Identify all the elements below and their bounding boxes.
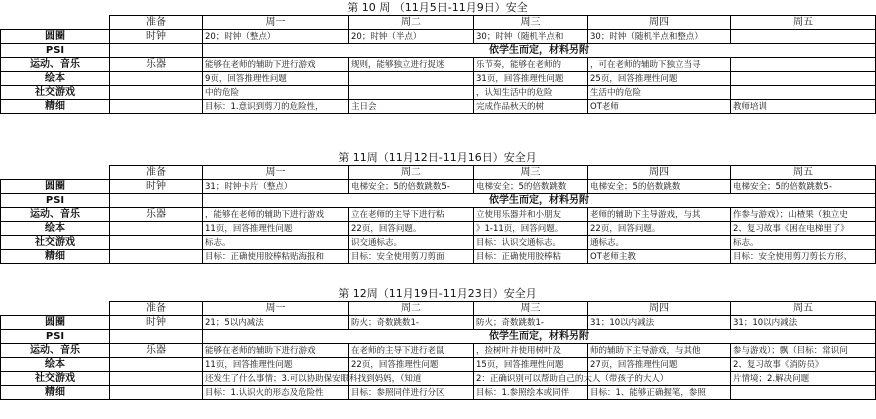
table-cell: 主日会 (349, 100, 474, 114)
merged-cell: 依学生而定，材料另附 (203, 194, 876, 208)
header-cell: 周五 (731, 166, 876, 180)
header-cell: 周一 (203, 302, 349, 316)
prep-cell (110, 194, 203, 208)
table-row (1, 330, 876, 344)
table-cell: 目标：正确使用胶棒粘 (474, 250, 588, 264)
merged-cell: 依学生而定，材料另附 (203, 330, 876, 344)
table-cell: 标志。 (203, 236, 349, 250)
table-cell: 22页，回答问题。 (349, 222, 474, 236)
table-cell: 通标志。 (588, 236, 731, 250)
table-row (1, 358, 876, 372)
prep-cell (110, 372, 203, 386)
table-cell: 老师的辅助下主导游戏，与其 (588, 208, 731, 222)
table-cell: ，捡树叶并使用树叶及 (474, 344, 588, 358)
prep-cell: 时钟 (110, 30, 203, 44)
table-cell: 标志。 (731, 236, 876, 250)
header-cell (1, 16, 110, 30)
table-cell: 31；10以内减法 (588, 316, 731, 330)
header-cell: 周四 (588, 166, 731, 180)
table-cell: 立使用乐器并和小朋友 (474, 208, 588, 222)
row-label: 运动、音乐 (1, 58, 110, 72)
table-cell: 目标：1、能够正确握笔，参照 (588, 386, 731, 400)
table-cell: 27页，回答推理性问题 (588, 358, 731, 372)
row-label: 精细 (1, 250, 110, 264)
prep-cell (110, 222, 203, 236)
prep-cell (110, 86, 203, 100)
table-cell: 15页，回答推理性问题 (474, 358, 588, 372)
table-cell: 电梯安全；5的倍数跳数 (474, 180, 588, 194)
table-cell (731, 58, 876, 72)
row-label: 精细 (1, 386, 110, 400)
header-cell: 准备 (110, 166, 203, 180)
table-cell: 11页，回答推理性问题 (203, 358, 349, 372)
table-row (1, 44, 876, 58)
table-cell: 乐节奏，能够在老师的 (474, 58, 588, 72)
prep-cell: 时钟 (110, 316, 203, 330)
table-row (1, 58, 876, 72)
header-row (1, 166, 876, 180)
header-cell: 周一 (203, 16, 349, 30)
week-10-block (0, 0, 875, 125)
week-12-block (0, 286, 875, 411)
table-row (1, 72, 876, 86)
table-cell: 中的危险 (203, 86, 349, 100)
row-label: 社交游戏 (1, 372, 110, 386)
table-cell: 电梯安全；5的倍数跳数5- (731, 180, 876, 194)
table-cell: ，认知生活中的危险 (474, 86, 588, 100)
row-label: PSI (1, 44, 110, 58)
table-row (1, 194, 876, 208)
row-label: 社交游戏 (1, 236, 110, 250)
table-cell: 生活中的危险 (588, 86, 731, 100)
header-cell: 准备 (110, 302, 203, 316)
table-cell: 目标：认识交通标志。 (474, 236, 588, 250)
table-cell: 参与游戏）；飘（目标：常识问 (731, 344, 876, 358)
table-cell: OT老师 (588, 100, 731, 114)
table-cell: 还发生了什么事情；3.可以协助保安眼科找到妈妈，（知道 (203, 372, 349, 386)
table-cell: 2、复习故事《困在电梯里了》 (731, 222, 876, 236)
table-row (1, 386, 876, 400)
table-cell: 22页，回答问题。 (588, 222, 731, 236)
header-cell (1, 302, 110, 316)
header-cell: 周四 (588, 302, 731, 316)
table-row (1, 222, 876, 236)
prep-cell: 时钟 (110, 180, 203, 194)
prep-cell (110, 386, 203, 400)
prep-cell (110, 100, 203, 114)
header-cell: 周二 (349, 302, 474, 316)
table-cell: 30；时钟（随机半点和整点） (588, 30, 731, 44)
header-cell: 周四 (588, 16, 731, 30)
table-cell: ，能够在老师的辅助下进行游戏 (203, 208, 349, 222)
table-row (1, 316, 876, 330)
table-cell: 2：正确识别可以帮助自己的大人（带孩子的大人） (474, 372, 588, 386)
prep-cell (110, 250, 203, 264)
table-cell: 目标：参照同伴进行分区 (349, 386, 474, 400)
table-cell: 》1-11页，回答问题。 (474, 222, 588, 236)
table-cell: 防火；奇数跳数1- (349, 316, 474, 330)
table-cell: 目标：1.参照绘本或同伴 (474, 386, 588, 400)
table-cell: 31；时钟卡片（整点） (203, 180, 349, 194)
table-cell: 25页，回答推理性问题 (588, 72, 731, 86)
table-cell: ，可在老师的辅助下独立当寻 (588, 58, 731, 72)
table-cell: 31；10以内减法 (731, 316, 876, 330)
header-cell: 周五 (731, 16, 876, 30)
week-10-title: 第 10 周 （11月5日-11月9日）安全 (347, 1, 528, 14)
table-cell (731, 386, 876, 400)
table-cell: 片情境；2.解决问题 (731, 372, 876, 386)
header-cell: 准备 (110, 16, 203, 30)
table-cell (731, 72, 876, 86)
row-label: 圆圈 (1, 30, 110, 44)
table-cell: 9页，回答推理性问题 (203, 72, 349, 86)
header-cell: 周三 (474, 166, 588, 180)
row-label: 圆圈 (1, 180, 110, 194)
row-label: PSI (1, 194, 110, 208)
table-cell: 21；5以内减法 (203, 316, 349, 330)
table-row (1, 208, 876, 222)
table-cell (349, 72, 474, 86)
header-row (1, 302, 876, 316)
header-cell: 周三 (474, 302, 588, 316)
week-12-table (0, 301, 876, 400)
table-cell: 2、复习故事《消防员》 (731, 358, 876, 372)
table-cell: 20；时钟（整点） (203, 30, 349, 44)
header-cell: 周二 (349, 166, 474, 180)
row-label: 绘本 (1, 222, 110, 236)
table-cell: 识交通标志。 (349, 236, 474, 250)
table-cell: 师的辅助下主导游戏，与其他 (588, 344, 731, 358)
table-row (1, 372, 876, 386)
prep-cell (110, 330, 203, 344)
row-label: 圆圈 (1, 316, 110, 330)
table-cell: 立在老师的主导下进行粘 (349, 208, 474, 222)
table-cell: 电梯安全；5的倍数跳数5- (349, 180, 474, 194)
table-cell: 31页，回答推理性问题 (474, 72, 588, 86)
table-row (1, 180, 876, 194)
row-label: PSI (1, 330, 110, 344)
row-label: 绘本 (1, 72, 110, 86)
week-10-table (0, 15, 876, 114)
table-cell (731, 30, 876, 44)
week-11-block (0, 150, 875, 275)
header-cell: 周五 (731, 302, 876, 316)
table-cell: 教师培训 (731, 100, 876, 114)
table-cell: OT老师主教 (588, 250, 731, 264)
table-cell: 目标：安全使用剪刀剪面 (349, 250, 474, 264)
prep-cell (110, 236, 203, 250)
table-cell (731, 86, 876, 100)
prep-cell: 乐器 (110, 208, 203, 222)
table-cell: 能够在老师的辅助下进行游戏 (203, 344, 349, 358)
table-cell: 目标：正确使用胶棒粘贴海报和 (203, 250, 349, 264)
week-11-title: 第 11周（11月12日-11月16日）安全月 (338, 151, 537, 164)
table-cell: 能够在老师的辅助下进行游戏 (203, 58, 349, 72)
prep-cell (110, 44, 203, 58)
prep-cell (110, 72, 203, 86)
prep-cell: 乐器 (110, 58, 203, 72)
table-cell: 22页，回答推理性问题 (349, 358, 474, 372)
row-label: 绘本 (1, 358, 110, 372)
header-row (1, 16, 876, 30)
row-label: 精细 (1, 100, 110, 114)
prep-cell: 乐器 (110, 344, 203, 358)
table-cell: 20；时钟（半点） (349, 30, 474, 44)
prep-cell (110, 358, 203, 372)
header-cell (1, 166, 110, 180)
table-cell: 规则，能够独立进行捉迷 (349, 58, 474, 72)
table-cell: 11页，回答推理性问题 (203, 222, 349, 236)
week-11-table (0, 165, 876, 264)
table-row (1, 344, 876, 358)
row-label: 社交游戏 (1, 86, 110, 100)
header-cell: 周三 (474, 16, 588, 30)
table-cell: 目标：安全使用剪刀剪长方形、 (731, 250, 876, 264)
merged-cell: 依学生而定，材料另附 (203, 44, 876, 58)
week-12-title: 第 12周（11月19日-11月23日）安全月 (338, 287, 537, 300)
table-cell: 作参与游戏）；山楂果（独立史 (731, 208, 876, 222)
table-cell: 目标：1.认识火的形态及危险性 (203, 386, 349, 400)
table-row (1, 30, 876, 44)
table-cell: 防火；奇数跳数1- (474, 316, 588, 330)
table-cell: 完成作品秋天的树 (474, 100, 588, 114)
table-row (1, 86, 876, 100)
header-cell: 周一 (203, 166, 349, 180)
row-label: 运动、音乐 (1, 344, 110, 358)
table-row (1, 236, 876, 250)
table-cell: 30；时钟（随机半点和 (474, 30, 588, 44)
header-cell: 周二 (349, 16, 474, 30)
table-cell (349, 86, 474, 100)
table-cell: 电梯安全；5的倍数跳数 (588, 180, 731, 194)
table-cell: 目标：1.意识到剪刀的危险性， (203, 100, 349, 114)
table-row (1, 100, 876, 114)
row-label: 运动、音乐 (1, 208, 110, 222)
table-cell: 在老师的主导下进行老鼠 (349, 344, 474, 358)
table-row (1, 250, 876, 264)
